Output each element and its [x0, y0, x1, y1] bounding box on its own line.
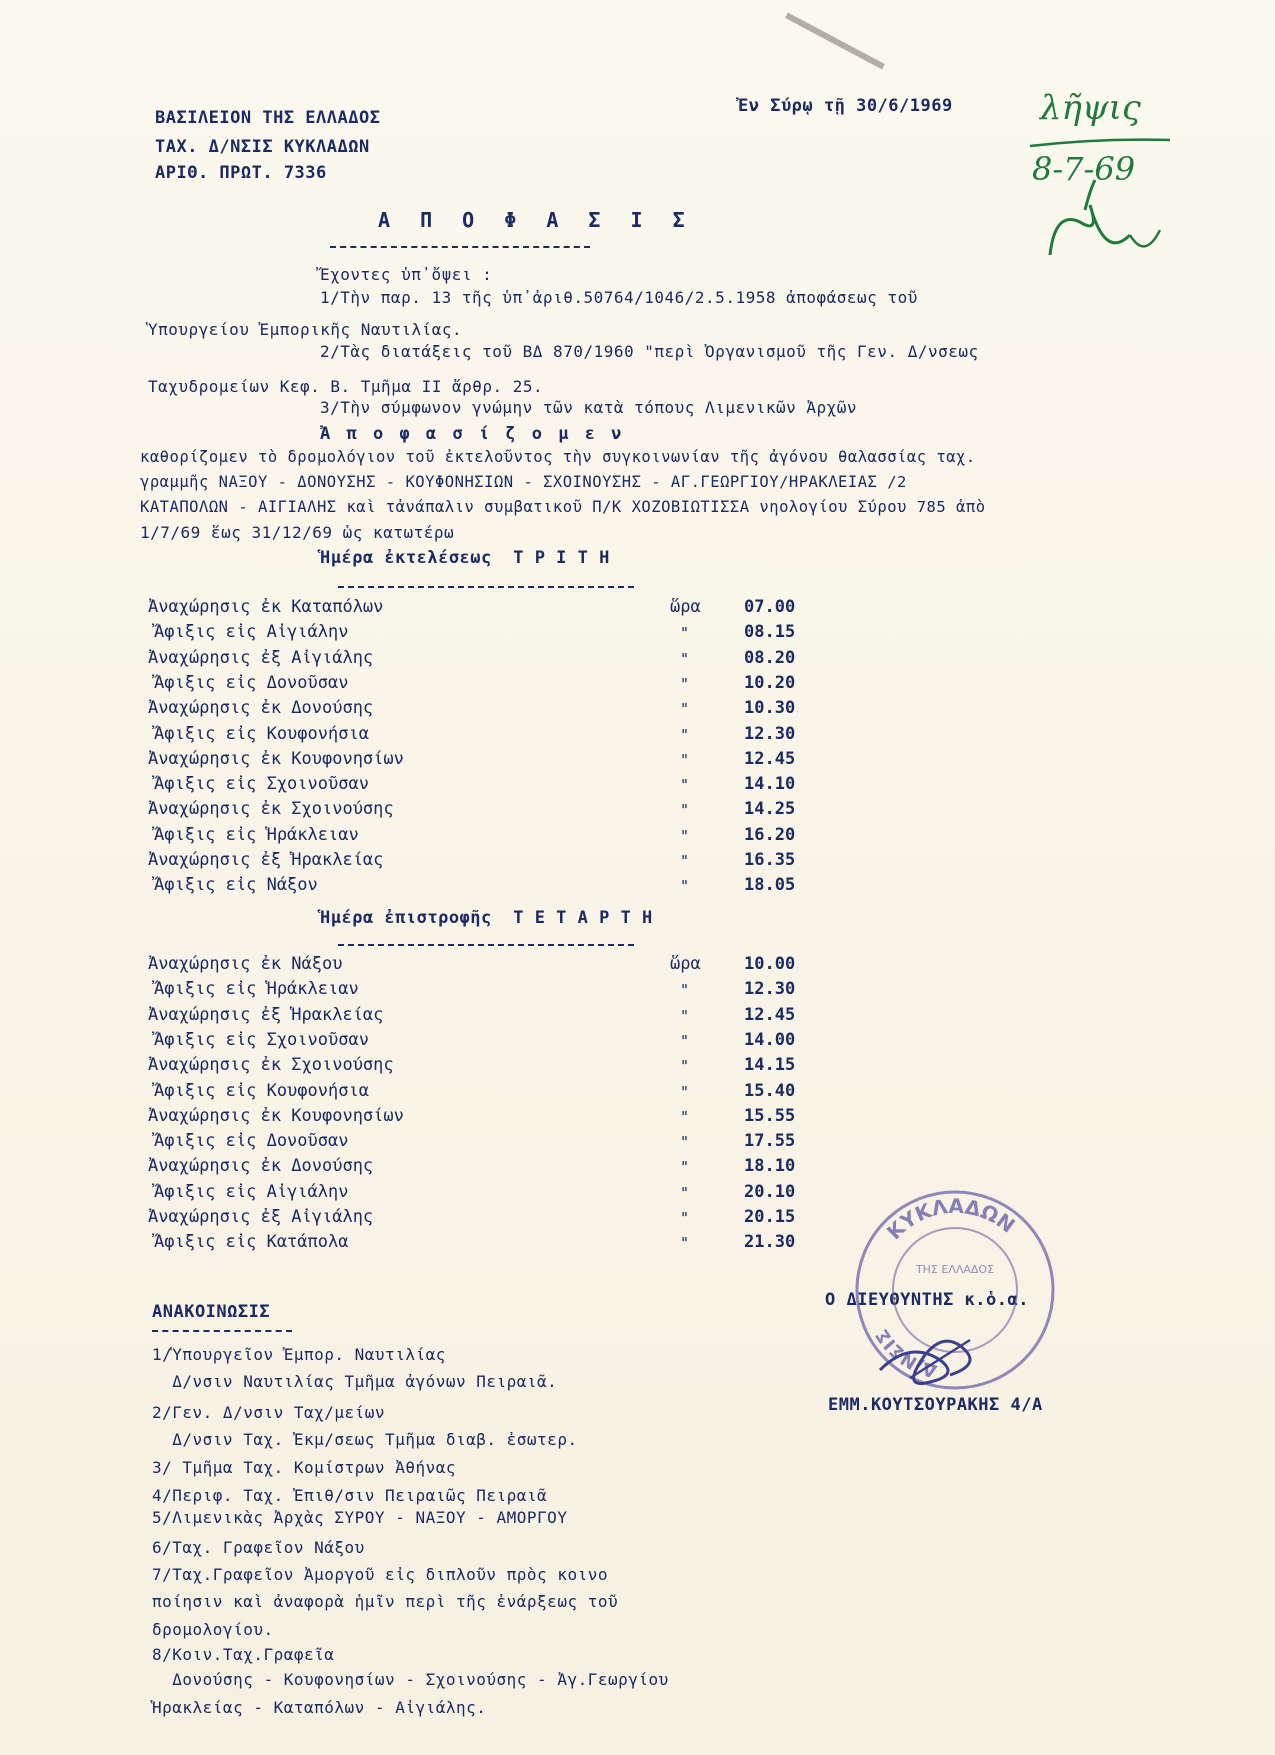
- outbound-row-label: Ἄφιξις εἰς Δονοῦσαν: [154, 672, 349, 693]
- preamble-item-1: 1/Τὴν παρ. 13 τῆς ὑπ᾽ἀριθ.50764/1046/2.5.1958 ἀποφάσεως τοῦ: [320, 288, 918, 307]
- return-row-label: Ἀναχώρησις ἐκ Νάξου: [148, 954, 343, 974]
- outbound-row-time: 10.30: [744, 698, 796, 719]
- handwritten-initials: [1020, 110, 1180, 280]
- stamp-left-text: Δ/ΝΣΙΣ: [871, 1325, 940, 1382]
- outbound-row-time: 08.15: [744, 622, 796, 643]
- decision-word: Ἀ π ο φ α σ ί ζ ο μ ε ν: [320, 424, 625, 444]
- announcement-line: 7/Ταχ.Γραφεῖον Ἀμοργοῦ εἰς διπλοῦν πρὸς κοινο: [152, 1565, 608, 1584]
- announcement-line: Δ/νσιν Ταχ. Ἐκμ/σεως Τμῆμα διαβ. ἐσωτερ.: [152, 1430, 578, 1449]
- outbound-row-label: Ἀναχώρησις ἐκ Καταπόλων: [148, 597, 384, 617]
- outbound-row-label: Ἀναχώρησις ἐξ Ἡρακλείας: [148, 850, 384, 870]
- return-row-label: Ἄφιξις εἰς Σχοινοῦσαν: [154, 1029, 369, 1050]
- outbound-row-label: Ἀναχώρησις ἐκ Κουφονησίων: [148, 748, 404, 769]
- preamble-item-2-cont: Ταχυδρομείων Κεφ. Β. Τμῆμα ΙΙ ἄρθρ. 25.: [148, 377, 544, 396]
- preamble-item-2: 2/Τὰς διατάξεις τοῦ ΒΔ 870/1960 "περὶ Ὀργανισμοῦ τῆς Γεν. Δ/νσεως: [320, 342, 979, 361]
- outbound-heading: Ἡμέρα ἐκτελέσεως Τ Ρ Ι Τ Η: [320, 548, 610, 568]
- announcement-line: 8/Κοιν.Ταχ.Γραφεῖα: [152, 1645, 335, 1664]
- outbound-heading-underline: [338, 586, 634, 588]
- outbound-hour-label: ὥρα: [670, 597, 701, 617]
- return-row-label: Ἄφιξις εἰς Δονοῦσαν: [154, 1131, 349, 1152]
- return-ditto-mark: ": [680, 1158, 690, 1177]
- return-ditto-mark: ": [680, 981, 690, 1000]
- outbound-row-label: Ἄφιξις εἰς Ἡράκλειαν: [154, 824, 359, 845]
- return-row-label: Ἀναχώρησις ἐκ Σχοινούσης: [148, 1055, 394, 1076]
- return-ditto-mark: ": [680, 1133, 690, 1152]
- return-row-label: Ἀναχώρησις ἐξ Αἰγιάλης: [148, 1207, 374, 1227]
- stamp-top-text: ΚΥΚΛΑΔΩΝ: [882, 1193, 1020, 1245]
- outbound-row-label: Ἀναχώρησις ἐξ Αἰγιάλης: [148, 647, 374, 668]
- outbound-ditto-mark: ": [680, 801, 690, 820]
- decision-text-1: καθορίζομεν τὸ δρομολόγιον τοῦ ἐκτελοῦντος τὴν συγκοινωνίαν τῆς ἀγόνου θαλασσίας ταχ.: [140, 448, 976, 466]
- return-row-time: 14.00: [744, 1029, 796, 1050]
- outbound-row-time: 08.20: [744, 647, 796, 668]
- announcement-line: 4/Περιφ. Ταχ. Ἐπιθ/σιν Πειραιῶς Πειραιᾶ: [152, 1486, 548, 1505]
- return-ditto-mark: ": [680, 1209, 690, 1227]
- return-row-label: Ἄφιξις εἰς Αἰγιάλην: [154, 1181, 349, 1202]
- header-protocol-number: ΑΡΙΘ. ΠΡΩΤ. 7336: [155, 163, 327, 183]
- signatory-title: Ο ΔΙΕΥΘΥΝΤΗΣ κ.ὁ.α.: [825, 1290, 1029, 1310]
- announcement-line: Ἡρακλείας - Καταπόλων - Αἰγιάλης.: [152, 1698, 487, 1717]
- announcement-line: 1/Ὑπουργεῖον Ἐμπορ. Ναυτιλίας: [152, 1345, 446, 1364]
- return-row-time: 20.10: [744, 1181, 796, 1202]
- outbound-row-time: 07.00: [744, 597, 796, 617]
- return-row-time: 10.00: [744, 954, 796, 974]
- announcement-line: δρομολογίου.: [152, 1620, 274, 1639]
- return-ditto-mark: ": [680, 1031, 690, 1050]
- decision-text-3: ΚΑΤΑΠΟΛΩΝ - ΑΙΓΙΑΛΗΣ καὶ τἀνάπαλιν συμβατικοῦ Π/Κ ΧΟΖΟΒΙΩΤΙΣΣΑ νηολογίου Σύρου 785 ἀπὸ: [140, 498, 986, 516]
- outbound-row-label: Ἀναχώρησις ἐκ Σχοινούσης: [148, 799, 394, 820]
- return-row-label: Ἀναχώρησις ἐκ Δονούσης: [148, 1156, 374, 1177]
- outbound-ditto-mark: ": [680, 725, 690, 744]
- preamble-intro: Ἔχοντες ὑπ᾽ὄψει :: [320, 265, 493, 284]
- return-row-time: 12.30: [744, 979, 796, 1000]
- return-ditto-mark: ": [680, 1082, 690, 1101]
- outbound-row-label: Ἄφιξις εἰς Νάξον: [154, 875, 318, 896]
- outbound-row-label: Ἀναχώρησις ἐκ Δονούσης: [148, 698, 374, 719]
- outbound-row-label: Ἄφιξις εἰς Σχοινοῦσαν: [154, 774, 369, 795]
- handwritten-receipt-word: λῆψις: [1040, 88, 1141, 128]
- outbound-row-time: 16.20: [744, 824, 796, 845]
- return-row-label: Ἄφιξις εἰς Ἡράκλειαν: [154, 979, 359, 1000]
- outbound-ditto-mark: ": [680, 826, 690, 845]
- announcement-line: Δονούσης - Κουφονησίων - Σχοινούσης - Ἀγ.Γεωργίου: [152, 1670, 669, 1689]
- return-row-label: Ἀναχώρησις ἐκ Κουφονησίων: [148, 1105, 404, 1126]
- return-heading-underline: [338, 944, 634, 946]
- return-row-time: 17.55: [744, 1131, 796, 1152]
- announcement-line: 2/Γεν. Δ/νσιν Ταχ/μείων: [152, 1403, 386, 1422]
- return-ditto-mark: ": [680, 1183, 690, 1202]
- return-row-time: 14.15: [744, 1055, 796, 1076]
- return-row-time: 21.30: [744, 1232, 796, 1253]
- title-underline: [330, 246, 590, 248]
- outbound-row-time: 18.05: [744, 875, 796, 896]
- outbound-ditto-mark: ": [680, 624, 690, 643]
- return-ditto-mark: ": [680, 1006, 690, 1025]
- decision-text-4: 1/7/69 ἕως 31/12/69 ὡς κατωτέρω: [140, 523, 455, 542]
- return-row-time: 15.55: [744, 1105, 796, 1126]
- return-ditto-mark: ": [680, 1234, 690, 1253]
- decision-text-2: γραμμῆς ΝΑΞΟΥ - ΔΟΝΟΥΣΗΣ - ΚΟΥΦΟΝΗΣΙΩΝ - ΣΧΟΙΝΟΥΣΗΣ - ΑΓ.ΓΕΩΡΓΙΟΥ/ΗΡΑΚΛΕΙΑΣ /2: [140, 473, 907, 491]
- outbound-row-time: 10.20: [744, 672, 796, 693]
- header-kingdom: ΒΑΣΙΛΕΙΟΝ ΤΗΣ ΕΛΛΑΔΟΣ: [155, 108, 381, 128]
- outbound-ditto-mark: ": [680, 700, 690, 719]
- announcement-line: 5/Λιμενικὰς Ἀρχὰς ΣΥΡΟΥ - ΝΑΞΟΥ - ΑΜΟΡΓΟΥ: [152, 1508, 568, 1527]
- outbound-ditto-mark: ": [680, 750, 690, 769]
- outbound-row-label: Ἄφιξις εἰς Αἰγιάλην: [154, 622, 349, 643]
- announcement-line: Δ/νσιν Ναυτιλίας Τμῆμα ἀγόνων Πειραιᾶ.: [152, 1372, 558, 1391]
- outbound-row-label: Ἄφιξις εἰς Κουφονήσια: [154, 723, 369, 744]
- return-row-label: Ἄφιξις εἰς Κατάπολα: [154, 1232, 349, 1253]
- outbound-row-time: 12.45: [744, 748, 796, 769]
- return-row-time: 18.10: [744, 1156, 796, 1177]
- outbound-row-time: 12.30: [744, 723, 796, 744]
- handwritten-receipt-date: 8-7-69: [1032, 150, 1136, 188]
- announcement-line: 3/ Τμῆμα Ταχ. Κομίστρων Ἀθήνας: [152, 1458, 456, 1477]
- signature-scribble: [870, 1320, 1000, 1400]
- document-title: Α Π Ο Φ Α Σ Ι Σ: [378, 208, 694, 232]
- return-hour-label: ὥρα: [670, 954, 701, 974]
- return-ditto-mark: ": [680, 1107, 690, 1126]
- return-row-time: 12.45: [744, 1004, 796, 1025]
- outbound-row-time: 14.25: [744, 799, 796, 820]
- outbound-ditto-mark: ": [680, 649, 690, 668]
- announcement-line: ποίησιν καὶ ἀναφορὰ ἡμῖν περὶ τῆς ἐνάρξεως τοῦ: [152, 1592, 619, 1611]
- stamp-inner-text: ΤΗΣ ΕΛΛΑΔΟΣ: [915, 1263, 995, 1276]
- return-row-label: Ἀναχώρησις ἐξ Ἡρακλείας: [148, 1004, 384, 1025]
- return-ditto-mark: ": [680, 1057, 690, 1076]
- outbound-ditto-mark: ": [680, 852, 690, 870]
- outbound-ditto-mark: ": [680, 674, 690, 693]
- outbound-ditto-mark: ": [680, 776, 690, 795]
- header-date: Ἐν Σύρῳ τῇ 30/6/1969: [738, 96, 953, 116]
- return-heading: Ἡμέρα ἐπιστροφῆς Τ Ε Τ Α Ρ Τ Η: [320, 908, 653, 928]
- preamble-item-3: 3/Τὴν σύμφωνον γνώμην τῶν κατὰ τόπους Λιμενικῶν Ἀρχῶν: [320, 398, 858, 417]
- return-row-label: Ἄφιξις εἰς Κουφονήσια: [154, 1080, 369, 1101]
- announcement-line: 6/Ταχ. Γραφεῖον Νάξου: [152, 1538, 365, 1557]
- header-directorate: ΤΑΧ. Δ/ΝΣΙΣ ΚΥΚΛΑΔΩΝ: [155, 137, 370, 157]
- announcements-heading: ΑΝΑΚΟΙΝΩΣΙΣ: [152, 1302, 271, 1322]
- return-row-time: 15.40: [744, 1080, 796, 1101]
- signatory-name: ΕΜΜ.ΚΟΥΤΣΟΥΡΑΚΗΣ 4/Α: [828, 1395, 1043, 1415]
- outbound-row-time: 16.35: [744, 850, 796, 870]
- paper-crease: [785, 13, 885, 70]
- outbound-ditto-mark: ": [680, 877, 690, 896]
- preamble-item-1-cont: Ὑπουργείου Ἐμπορικῆς Ναυτιλίας.: [148, 320, 463, 339]
- outbound-row-time: 14.10: [744, 774, 796, 795]
- announcements-underline: [152, 1330, 292, 1332]
- return-row-time: 20.15: [744, 1207, 796, 1227]
